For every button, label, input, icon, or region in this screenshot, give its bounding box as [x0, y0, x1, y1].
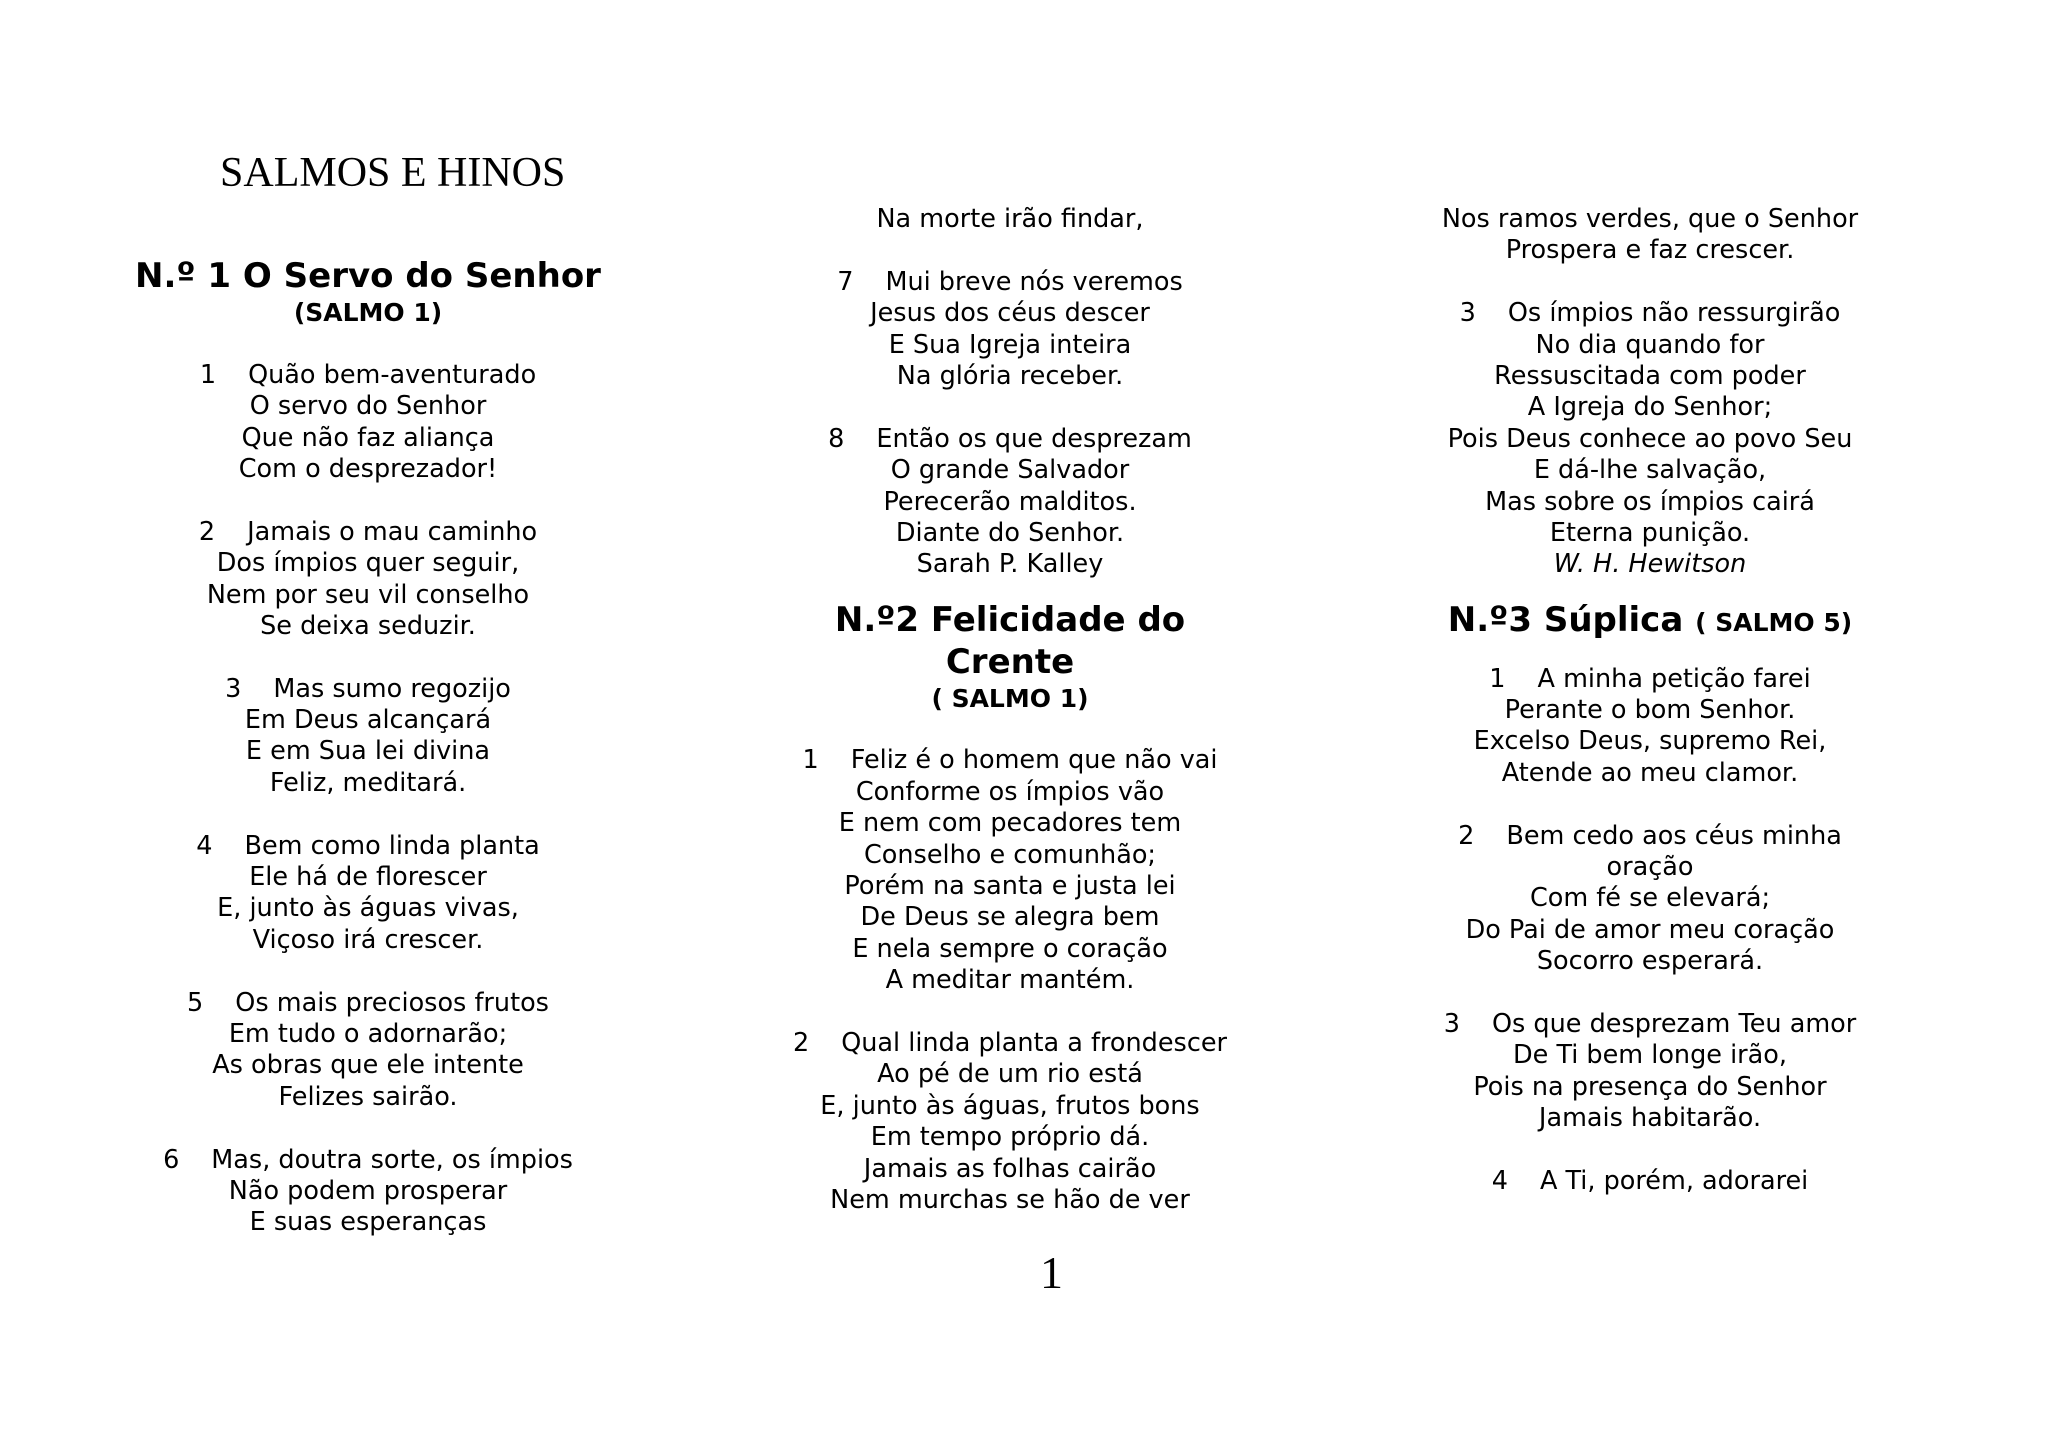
stanza-line: Porém na santa e justa lei [844, 871, 1176, 902]
stanza-line: Viçoso irá crescer. [252, 924, 484, 955]
stanza-line: A Igreja do Senhor; [1527, 392, 1773, 423]
stanza-line: O servo do Senhor [249, 391, 487, 422]
column-1 [118, 255, 618, 1239]
hymn-2-author: W. H. Hewitson [1553, 549, 1747, 580]
stanza-line: 1 A minha petição farei [1489, 663, 1811, 694]
stanza-line: Em tempo próprio dá. [870, 1122, 1150, 1153]
stanza-line: Conforme os ímpios vão [855, 776, 1165, 807]
stanza-line: 3 Os que desprezam Teu amor [1443, 1008, 1857, 1039]
stanza-line: 1 Quão bem-aventurado [199, 359, 537, 390]
stanza-line: Jesus dos céus descer [870, 298, 1150, 329]
stanza-line: Diante do Senhor. [895, 517, 1125, 548]
stanza-line: 4 A Ti, porém, adorarei [1491, 1165, 1809, 1196]
stanza-line: Em Deus alcançará [244, 705, 492, 736]
stanza-line: Jamais habitarão. [1538, 1103, 1762, 1134]
stanza-line: Com fé se elevará; [1529, 883, 1771, 914]
hymn-1-author: Sarah P. Kalley [916, 549, 1104, 580]
stanza-line: E dá-lhe salvação, [1533, 455, 1767, 486]
stanza-line: 5 Os mais preciosos frutos [187, 987, 549, 1018]
hymn-1-title: N.º 1 O Servo do Senhor [135, 256, 601, 296]
stanza-line: Ele há de florescer [249, 862, 487, 893]
stanza-line: Excelso Deus, supremo Rei, [1473, 726, 1827, 757]
page-number: 1 [1040, 1247, 1063, 1298]
stanza-line: Mas sobre os ímpios cairá [1485, 486, 1815, 517]
hymn-1-subtitle: (SALMO 1) [293, 298, 443, 327]
stanza-line: Pois na presença do Senhor [1473, 1071, 1827, 1102]
stanza-line: E, junto às águas, frutos bons [820, 1090, 1200, 1121]
stanza-line: E nem com pecadores tem [838, 808, 1182, 839]
stanza-line: 4 Bem como linda planta [196, 830, 540, 861]
page-title: SALMOS E HINOS [220, 150, 566, 196]
stanza-line: 7 Mui breve nós veremos [837, 266, 1183, 297]
stanza-line: Dos ímpios quer seguir, [216, 548, 520, 579]
stanza-line: As obras que ele intente [212, 1050, 524, 1081]
stanza-line: Pois Deus conhece ao povo Seu [1447, 423, 1853, 454]
stanza-line: De Ti bem longe irão, [1513, 1040, 1787, 1071]
hymn-2-title-line-1: N.º2 Felicidade do [834, 599, 1186, 640]
stanza-line: 1 Feliz é o homem que não vai [802, 745, 1218, 776]
stanza-line: Do Pai de amor meu coração [1465, 914, 1835, 945]
stanza-line: Com o desprezador! [238, 453, 498, 484]
stanza-line: Jamais as folhas cairão [863, 1153, 1157, 1184]
stanza-line: De Deus se alegra bem [860, 902, 1160, 933]
stanza-line: E, junto às águas vivas, [217, 893, 519, 924]
stanza-line: Nem por seu vil conselho [206, 579, 530, 610]
stanza-line: Se deixa seduzir. [260, 610, 476, 641]
stanza-line: 3 Os ímpios não ressurgirão [1459, 298, 1841, 329]
stanza-line: Perante o bom Senhor. [1504, 695, 1796, 726]
stanza-line: 6 Mas, doutra sorte, os ímpios [163, 1144, 573, 1175]
column-3 [1400, 204, 1900, 1197]
stanza-line: Nem murchas se hão de ver [830, 1184, 1190, 1215]
stanza-line: No dia quando for [1535, 329, 1765, 360]
stanza-line: oração [1606, 852, 1694, 883]
stanza-line: Na morte irão findar, [876, 204, 1144, 234]
stanza-line: 2 Qual linda planta a frondescer [792, 1028, 1228, 1058]
stanza-line: O grande Salvador [890, 455, 1130, 486]
column-2 [760, 204, 1260, 1216]
stanza-line: 2 Jamais o mau caminho [198, 516, 538, 547]
hymn-2-subtitle: ( SALMO 1) [931, 683, 1089, 713]
hymn-3-title-line [1400, 599, 1900, 644]
stanza-line: Feliz, meditará. [269, 767, 467, 798]
stanza-line: Não podem prosperar [228, 1175, 508, 1206]
hymn-2-title-line-2: Crente [945, 641, 1075, 682]
stanza-line: Eterna punição. [1549, 517, 1751, 548]
stanza-line: E Sua Igreja inteira [888, 329, 1132, 360]
stanza-line: 3 Mas sumo regozijo [225, 673, 511, 704]
stanza-line: Que não faz aliança [241, 422, 495, 453]
stanza-line: Ressuscitada com poder [1494, 360, 1806, 391]
stanza-line: Nos ramos verdes, que o Senhor [1441, 204, 1859, 234]
stanza-line: E nela sempre o coração [852, 933, 1168, 964]
stanza-line: A meditar mantém. [885, 965, 1135, 996]
stanza-line: Atende ao meu clamor. [1501, 757, 1799, 788]
stanza-line: Na glória receber. [896, 360, 1124, 391]
stanza-line: 8 Então os que desprezam [828, 423, 1192, 454]
stanza-line: Conselho e comunhão; [863, 839, 1157, 870]
stanza-line: Ao pé de um rio está [877, 1059, 1143, 1090]
stanza-line: Felizes sairão. [278, 1081, 458, 1112]
stanza-line: Socorro esperará. [1536, 946, 1764, 977]
stanza-line: Prospera e faz crescer. [1505, 235, 1795, 266]
stanza-line: Em tudo o adornarão; [228, 1019, 508, 1049]
stanza-line: Perecerão malditos. [883, 486, 1137, 517]
stanza-line: E em Sua lei divina [245, 736, 491, 767]
stanza-line: 2 Bem cedo aos céus minha [1458, 820, 1842, 851]
hymn-3-title: N.º3 Súplica [1447, 599, 1684, 640]
hymn-3-subtitle: ( SALMO 5) [1695, 607, 1853, 637]
stanza-line: E suas esperanças [249, 1207, 487, 1238]
